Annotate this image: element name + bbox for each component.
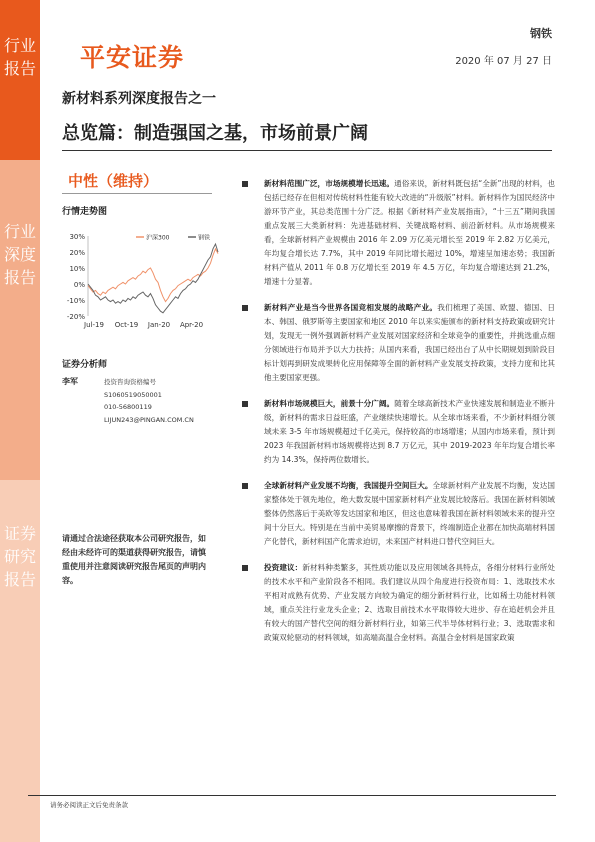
paragraph-lead: 新材料市场规模巨大，前景十分广阔。 [264, 399, 395, 408]
summary-paragraph [242, 561, 555, 645]
legend-label: 钢铁 [198, 234, 211, 242]
title-divider [62, 150, 552, 151]
sidebar-segment-industry-report [0, 0, 40, 160]
legend-label: 沪深300 [146, 234, 170, 242]
analyst-phone: 010-56800119 [104, 403, 152, 411]
sidebar-label: 行业深度报告 [3, 222, 36, 287]
analyst-qualification: 投资咨询资格编号 [104, 378, 156, 386]
y-tick-label: -10% [66, 297, 85, 305]
y-tick-label: 10% [69, 265, 85, 273]
y-tick-label: -20% [66, 313, 85, 321]
analyst-email[interactable]: LIJUN243@PINGAN.COM.CN [104, 415, 194, 424]
summary-paragraph [242, 397, 555, 467]
sidebar-segment-deep-report [0, 160, 40, 480]
rating-label: 中性（维持） [68, 172, 159, 190]
disclaimer: 请通过合法途径获取本公司研究报告，如经由未经许可的渠道获得研究报告，请慎重使用并注意阅读研究报告尾页的声明内容。 [62, 534, 206, 585]
paragraph-text: 通俗来说，新材料既包括“全新”出现的材料，也包括已经存在但相对传统材料性能有较大改进的“升级版”材料。新材料作为国民经济中游环节产业，其总类范围十分广泛。根据《新材料产业发展指南》，“十三五”期间我国重点发展三大类新材料：先进基础材料、关键战略材料、前沿新材料。从市场规模来看，全球新材料产业规模由 2016 年 2.09 万亿美元增长至 2019 年 2.82 万亿美元，年均复合增长达 7.7%，其中 2019 年同比增长超过 10%，增速呈加速态势；我国新材料产值从 2011 年 0.8 万亿增长至 2019 年 4.5 万亿，年均复合增速达到 21.2%，增速十分显著。 [264, 179, 555, 286]
bullet-icon [242, 483, 248, 489]
bullet-icon [242, 565, 248, 571]
series-line-0 [88, 249, 218, 302]
sidebar [0, 0, 40, 842]
series-line-1 [88, 244, 218, 313]
x-tick-label: Apr-20 [179, 321, 204, 329]
analyst-license-number: S1060519050001 [104, 390, 162, 399]
analyst-info [104, 376, 194, 426]
paragraph-text: 我们梳理了美国、欧盟、德国、日本、韩国、俄罗斯等主要国家和地区 2010 年以来实施颁布的新材料支持政策或研究计划，发现无一例外强调新材料产业发展对国家经济和全球竞争的重要性，并挑选重点细分领域进行布局并予以大力扶持；从国内来看，我国已经出台了从中长期规划到阶段目标计划再到研发成果转化应用保障等全面的新材料产业发展支持政策，支持力度和比其他主要国家更强。 [264, 303, 556, 382]
report-series: 新材料系列深度报告之一 [62, 91, 216, 107]
footer-divider [28, 795, 556, 796]
report-date: 2020 年 07 月 27 日 [455, 56, 552, 67]
rating-divider [62, 193, 212, 194]
paragraph-text: 随着全球高新技术产业快速发展和制造业不断升级，新材料的需求日益旺盛，产业继续快速增长。从全球市场来看，不少新材料细分领域未来 3-5 年市场规模超过千亿美元，保持较高的市场增速；从国内市场来看，预计到 2023 年我国新材料市场规模将达到 8.7 万亿元，其中 2019-2023 年年均复合增长率约为 14.3%，保持两位数增长。 [264, 399, 556, 464]
summary-paragraph [242, 301, 555, 385]
analyst-name: 李军 [62, 377, 78, 386]
y-tick-label: 20% [69, 249, 85, 257]
paragraph-lead: 全球新材料产业发展不均衡，我国提升空间巨大。 [264, 481, 433, 490]
x-tick-label: Jul-19 [84, 321, 104, 329]
report-title: 总览篇：制造强国之基，市场前景广阔 [62, 123, 368, 144]
main-content [242, 177, 555, 645]
paragraph-text: 新材料种类繁多，其性质功能以及应用领域各具特点，各细分材料行业所处的技术水平和产业阶段各不相同。我们建议从四个角度进行投资布局：1、选取技术水平相对成熟有优势、产业发展方向较为确定的细分新材料行业，比如稀土功能材料领域，重点关注行业龙头企业；2、选取目前技术水平取得较大进步、存在追赶机会并且有较大的国产替代空间的细分新材料行业，如第三代半导体材料行业；3、选取需求和政策双轮驱动的材料领域，如高端高温合金材料。高温合金材料是国家政策 [264, 563, 556, 642]
company-logo: 平安证券 [80, 43, 185, 72]
sidebar-segment-securities-report [0, 480, 40, 842]
sidebar-label: 证券研究报告 [3, 524, 36, 589]
trend-chart-svg [62, 228, 222, 353]
bullet-icon [242, 305, 248, 311]
sidebar-label: 行业报告 [3, 36, 36, 78]
summary-paragraph [242, 479, 555, 549]
y-tick-label: 30% [69, 233, 85, 241]
trend-chart [62, 228, 222, 353]
paragraph-lead: 新材料范围广泛，市场规模增长迅速。 [264, 179, 395, 188]
y-tick-label: 0% [73, 281, 85, 289]
footer-text: 请务必阅读正文后免责条款 [50, 801, 128, 809]
bullet-icon [242, 401, 248, 407]
analyst-section-title: 证券分析师 [62, 360, 108, 370]
bullet-icon [242, 181, 248, 187]
paragraph-lead: 新材料产业是当今世界各国竞相发展的战略产业。 [264, 303, 438, 312]
paragraph-lead: 投资建议： [264, 563, 303, 572]
trend-chart-title: 行情走势图 [62, 207, 108, 217]
industry-label: 钢铁 [530, 27, 552, 40]
x-tick-label: Jan-20 [147, 321, 171, 329]
x-tick-label: Oct-19 [114, 321, 139, 329]
paragraph-text: 全球新材料产业发展不均衡，发达国家整体处于领先地位，绝大数发展中国家新材料产业发展比较落后。我国在新材料领域整体仍然落后于美欧等发达国家和地区，但这也意味着我国在新材料领域未来的提升空间十分巨大。特别是在当前中美贸易摩擦的背景下，终端制造企业都在加快高端材料国产化替代，新材料国产化需求迫切，未来国产材料进口替代空间巨大。 [264, 481, 556, 546]
summary-paragraph [242, 177, 555, 289]
